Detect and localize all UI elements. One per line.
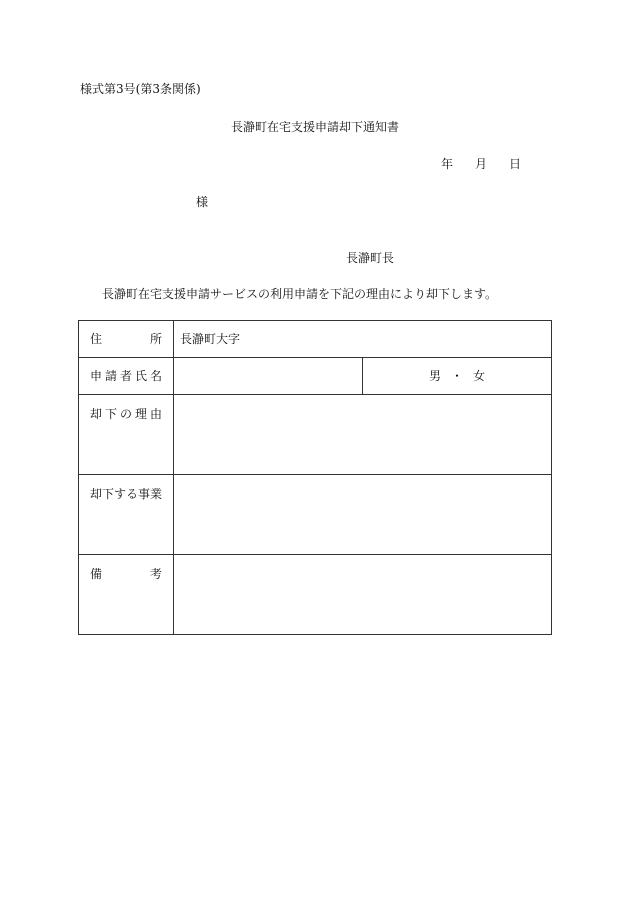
reason-field[interactable] [174, 395, 552, 475]
address-value-field[interactable] [174, 321, 552, 358]
reason-label-char: の [119, 407, 132, 421]
reason-label-char: 理 [134, 407, 147, 421]
gender-field[interactable] [363, 358, 552, 395]
form-number: 様式第3号(第3条関係) [80, 82, 201, 96]
reason-label [79, 395, 174, 475]
document-title: 長瀞町在宅支援申請却下通知書 [230, 120, 399, 134]
date-line [441, 155, 521, 172]
remarks-label-char: 考 [149, 567, 162, 581]
service-label-cell [79, 475, 174, 555]
issuer: 長瀞町長 [346, 251, 395, 265]
addressee-suffix: 様 [196, 195, 209, 209]
address-label [79, 321, 174, 358]
remarks-label-char: 備 [90, 567, 103, 581]
remarks-field[interactable] [174, 555, 552, 635]
date-year: 年 [441, 157, 454, 171]
address-label-char: 所 [149, 332, 162, 346]
address-label-char: 住 [90, 332, 103, 346]
service-field[interactable] [174, 475, 552, 555]
reason-label-char: 下 [104, 407, 117, 421]
applicant-label-char: 氏 [134, 369, 147, 383]
applicant-label-char: 者 [119, 369, 132, 383]
date-month: 月 [475, 157, 488, 171]
row-service [79, 475, 552, 555]
row-reason [79, 395, 552, 475]
reason-label-char: 却 [90, 407, 103, 421]
applicant-name-field[interactable] [174, 358, 363, 395]
service-label: 却下する事業 [90, 487, 163, 501]
applicant-label [79, 358, 174, 395]
applicant-label-char: 名 [149, 369, 162, 383]
row-address [79, 321, 552, 358]
body-text: 長瀞町在宅支援申請サービスの利用申請を下記の理由により却下します。 [102, 287, 498, 301]
row-applicant [79, 358, 552, 395]
applicant-label-char: 申 [90, 369, 103, 383]
row-remarks [79, 555, 552, 635]
reason-label-char: 由 [149, 407, 162, 421]
gender-separator: ・ [450, 369, 463, 383]
address-value: 長瀞町大字 [180, 332, 241, 346]
form-table [78, 320, 552, 635]
gender-male: 男 [428, 369, 441, 383]
remarks-label [79, 555, 174, 635]
gender-female: 女 [473, 369, 486, 383]
date-day: 日 [509, 157, 522, 171]
applicant-label-char: 請 [104, 369, 117, 383]
